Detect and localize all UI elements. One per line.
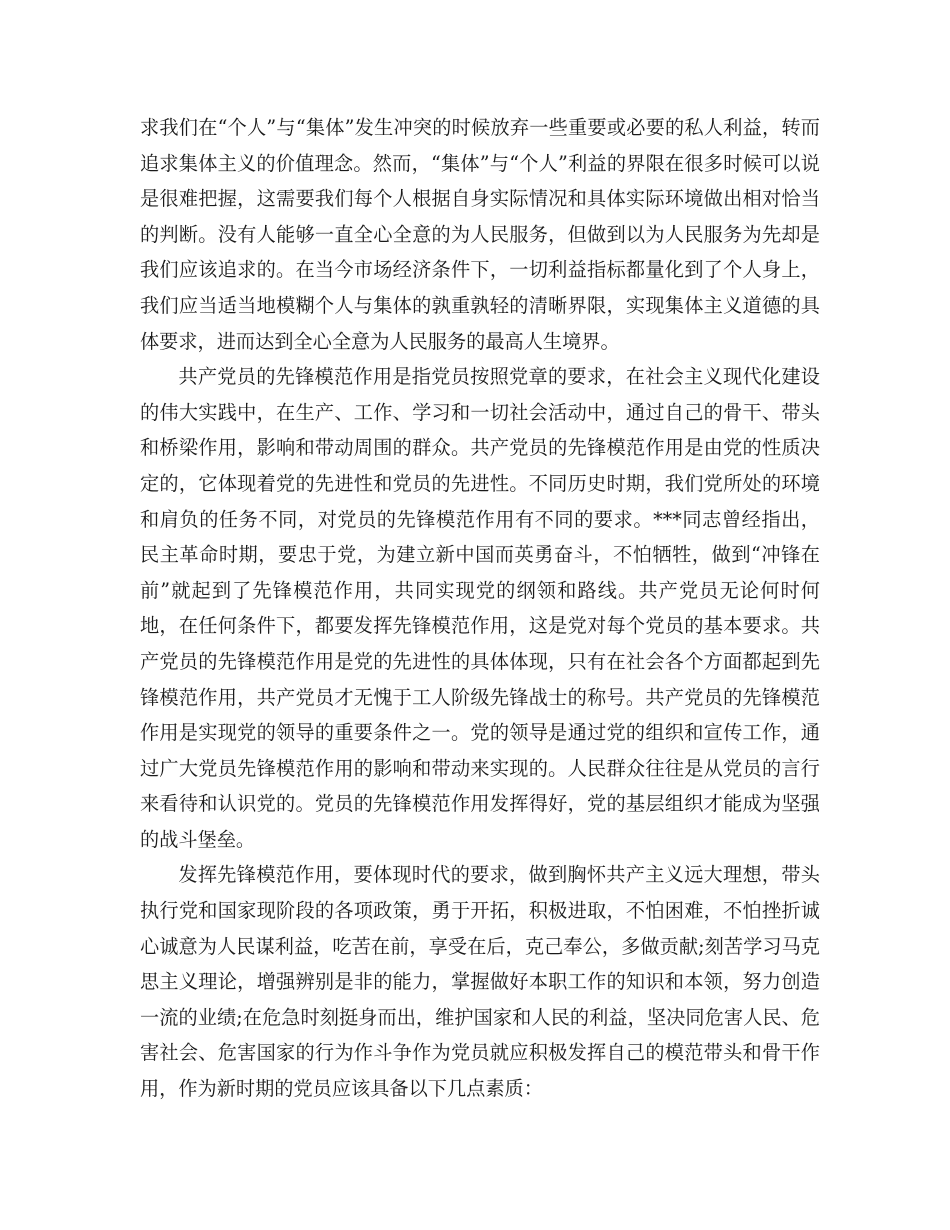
paragraph-exemplary-qualities: 发挥先锋模范作用，要体现时代的要求，做到胸怀共产主义远大理想，带头执行党和国家现阶段的各项政策，勇于开拓，积极进取，不怕困难，不怕挫折诚心诚意为人民谋利益，吃苦在前，享受在后，克己奉公，多做贡献;刻苦学习马克思主义理论，增强辨别是非的能力，掌握做好本职工作的知识和本领，努力创造一流的业绩;在危急时刻挺身而出，维护国家和人民的利益，坚决同危害人民、危害社会、危害国家的行为作斗争作为党员就应积极发挥自己的模范带头和骨干作用，作为新时期的党员应该具备以下几点素质： [140,863,820,1101]
paragraph-vanguard-role: 共产党员的先锋模范作用是指党员按照党章的要求，在社会主义现代化建设的伟大实践中，在生产、工作、学习和一切社会活动中，通过自己的骨干、带头和桥梁作用，影响和带动周围的群众。共产党员的先锋模范作用是由党的性质决定的，它体现着党的先进性和党员的先进性。不同历史时期，我们党所处的环境和肩负的任务不同，对党员的先锋模范作用有不同的要求。***同志曾经指出，民主革命时期，要忠于党，为建立新中国而英勇奋斗，不怕牺牲，做到“冲锋在前”就起到了先锋模范作用，共同实现党的纲领和路线。共产党员无论何时何地，在任何条件下，都要发挥先锋模范作用，这是党对每个党员的基本要求。共产党员的先锋模范作用是党的先进性的具体体现，只有在社会各个方面都起到先锋模范作用，共产党员才无愧于工人阶级先锋战士的称号。共产党员的先锋模范作用是实现党的领导的重要条件之一。党的领导是通过党的组织和宣传工作，通过广大党员先锋模范作用的影响和带动来实现的。人民群众往往是从党员的言行来看待和认识党的。党员的先锋模范作用发挥得好，党的基层组织才能成为坚强的战斗堡垒。 [140,365,820,851]
paragraph-continuation: 求我们在“个人”与“集体”发生冲突的时候放弃一些重要或必要的私人利益，转而追求集体主义的价值理念。然而，“集体”与“个人”利益的界限在很多时候可以说是很难把握，这需要我们每个人根据自身实际情况和具体实际环境做出相对恰当的判断。没有人能够一直全心全意的为人民服务，但做到以为人民服务为先却是我们应该追求的。在当今市场经济条件下，一切利益指标都量化到了个人身上，我们应当适当地模糊个人与集体的孰重孰轻的清晰界限，实现集体主义道德的具体要求，进而达到全心全意为人民服务的最高人生境界。 [140,116,820,353]
document-page [140,110,820,1107]
